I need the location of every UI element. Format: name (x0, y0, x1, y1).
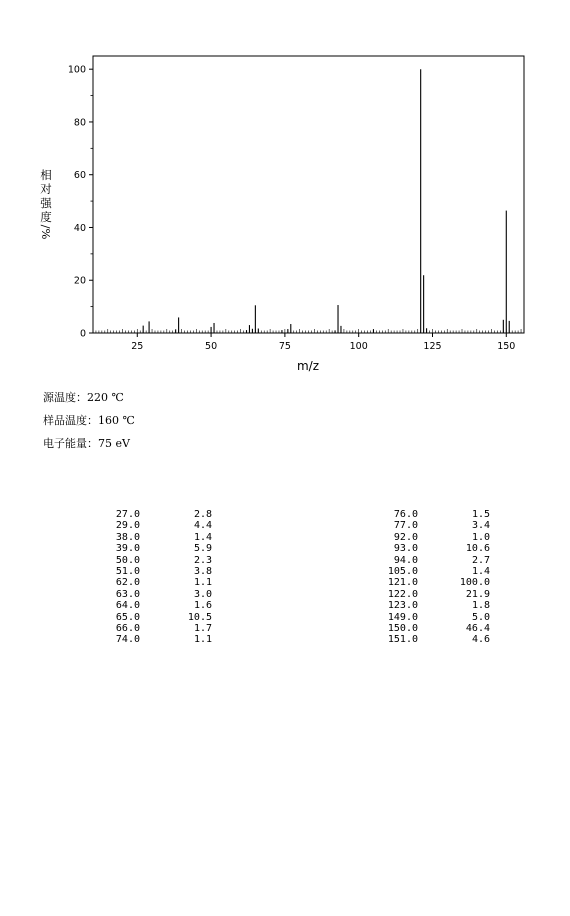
x-minor-ticks (93, 329, 524, 333)
mz-cell: 77.0 (393, 520, 418, 532)
plot-frame (93, 56, 524, 333)
x-tick-label: 100 (349, 341, 368, 352)
spacer-cell (418, 623, 452, 634)
abundance-cell: 10.6 (465, 543, 490, 555)
abundance-cell: 2.3 (193, 554, 212, 566)
abundance-cell: 1.7 (193, 623, 212, 635)
abundance-cell: 1.8 (471, 600, 490, 612)
mz-cell: 121.0 (387, 577, 418, 589)
table-row (100, 555, 212, 566)
mz-cell: 38.0 (115, 531, 140, 543)
spacer-cell (418, 566, 452, 577)
spacer-cell (140, 566, 174, 577)
y-title-char: 度 (40, 210, 52, 224)
table-row (378, 520, 490, 531)
spectrum-peaks (143, 69, 509, 333)
mz-cell: 74.0 (115, 634, 140, 646)
mz-cell: 123.0 (387, 600, 418, 612)
table-row (100, 566, 212, 577)
spacer-cell (418, 589, 452, 600)
y-tick-label: 0 (79, 328, 86, 340)
abundance-cell: 1.4 (471, 566, 490, 578)
abundance-cell: 46.4 (465, 623, 490, 635)
table-row (378, 543, 490, 554)
mass-spectrum-chart (0, 0, 570, 380)
table-row (100, 634, 212, 645)
table-row (100, 623, 212, 634)
y-tick-label: 100 (67, 64, 86, 76)
y-title-char: 强 (40, 196, 52, 210)
spacer-cell (418, 520, 452, 531)
table-row (100, 520, 212, 531)
spacer-cell (140, 589, 174, 600)
spacer-cell (418, 634, 452, 645)
spacer-cell (418, 612, 452, 623)
table-row (100, 577, 212, 588)
table-row (100, 600, 212, 611)
abundance-cell: 1.1 (193, 577, 212, 589)
mz-cell: 27.0 (115, 509, 140, 520)
abundance-cell: 5.0 (471, 611, 490, 623)
spacer-cell (140, 532, 174, 543)
spacer-cell (140, 520, 174, 531)
abundance-cell: 2.8 (193, 509, 212, 520)
abundance-cell: 1.5 (471, 509, 490, 520)
table-row (100, 532, 212, 543)
mz-cell: 92.0 (393, 531, 418, 543)
x-tick-label: 125 (423, 341, 442, 352)
y-tick-label: 80 (73, 117, 86, 129)
spacer-cell (418, 543, 452, 554)
table-row (378, 634, 490, 645)
peak-table-right (378, 509, 490, 646)
table-row (378, 600, 490, 611)
x-tick-label: 50 (205, 341, 218, 352)
mz-cell: 76.0 (393, 509, 418, 520)
table-row (378, 532, 490, 543)
y-tick-label: 60 (73, 170, 86, 182)
abundance-cell: 5.9 (193, 543, 212, 555)
abundance-cell: 21.9 (465, 588, 490, 600)
spacer-cell (140, 600, 174, 611)
abundance-cell: 1.4 (193, 531, 212, 543)
spacer-cell (418, 600, 452, 611)
sample-temperature: 样品温度：160 ℃ (43, 414, 135, 427)
mz-cell: 64.0 (115, 600, 140, 612)
spacer-cell (418, 555, 452, 566)
spacer-cell (418, 532, 452, 543)
table-row (378, 509, 490, 520)
mz-cell: 151.0 (387, 634, 418, 646)
y-axis (68, 65, 93, 340)
source-temperature: 源温度：220 ℃ (43, 391, 124, 404)
y-tick-label: 40 (73, 222, 86, 234)
mz-cell: 50.0 (115, 554, 140, 566)
abundance-cell: 3.4 (471, 520, 490, 532)
mz-cell: 150.0 (387, 623, 418, 635)
mz-cell: 122.0 (387, 588, 418, 600)
table-row (100, 612, 212, 623)
spacer-cell (140, 543, 174, 554)
table-row (100, 543, 212, 554)
abundance-cell: 1.6 (193, 600, 212, 612)
abundance-cell: 1.1 (193, 634, 212, 646)
mz-cell: 149.0 (387, 611, 418, 623)
spacer-cell (140, 634, 174, 645)
peak-table-left (100, 509, 212, 646)
y-title-char: 相 (40, 168, 52, 182)
mz-cell: 66.0 (115, 623, 140, 635)
y-title-unit: /% (39, 224, 53, 240)
mz-cell: 29.0 (115, 520, 140, 532)
mz-cell: 63.0 (115, 588, 140, 600)
x-tick-label: 150 (497, 341, 516, 352)
table-row (378, 623, 490, 634)
abundance-cell: 100.0 (459, 577, 490, 589)
mz-cell: 93.0 (393, 543, 418, 555)
y-axis-title (38, 168, 54, 239)
table-row (100, 589, 212, 600)
spacer-cell (418, 509, 452, 520)
spacer-cell (140, 623, 174, 634)
spacer-cell (140, 612, 174, 623)
y-title-char: 对 (40, 182, 52, 196)
x-axis-title: m/z (296, 359, 320, 373)
abundance-cell: 2.7 (471, 554, 490, 566)
abundance-cell: 10.5 (187, 611, 212, 623)
abundance-cell: 3.0 (193, 588, 212, 600)
y-tick-label: 20 (73, 275, 86, 287)
mz-cell: 62.0 (115, 577, 140, 589)
mz-cell: 39.0 (115, 543, 140, 555)
mz-cell: 105.0 (387, 566, 418, 578)
table-row (378, 589, 490, 600)
abundance-cell: 4.6 (471, 634, 490, 646)
table-row (378, 612, 490, 623)
spacer-cell (140, 555, 174, 566)
table-row (378, 566, 490, 577)
spacer-cell (140, 509, 174, 520)
x-tick-label: 75 (278, 341, 291, 352)
table-row (378, 555, 490, 566)
abundance-cell: 4.4 (193, 520, 212, 532)
spacer-cell (418, 577, 452, 588)
mz-cell: 51.0 (115, 566, 140, 578)
abundance-cell: 1.0 (471, 531, 490, 543)
x-tick-label: 25 (131, 341, 144, 352)
table-row (100, 509, 212, 520)
spacer-cell (140, 577, 174, 588)
table-row (378, 577, 490, 588)
abundance-cell: 3.8 (193, 566, 212, 578)
mz-cell: 65.0 (115, 611, 140, 623)
x-axis (131, 333, 515, 352)
electron-energy: 电子能量：75 eV (43, 437, 130, 450)
mz-cell: 94.0 (393, 554, 418, 566)
